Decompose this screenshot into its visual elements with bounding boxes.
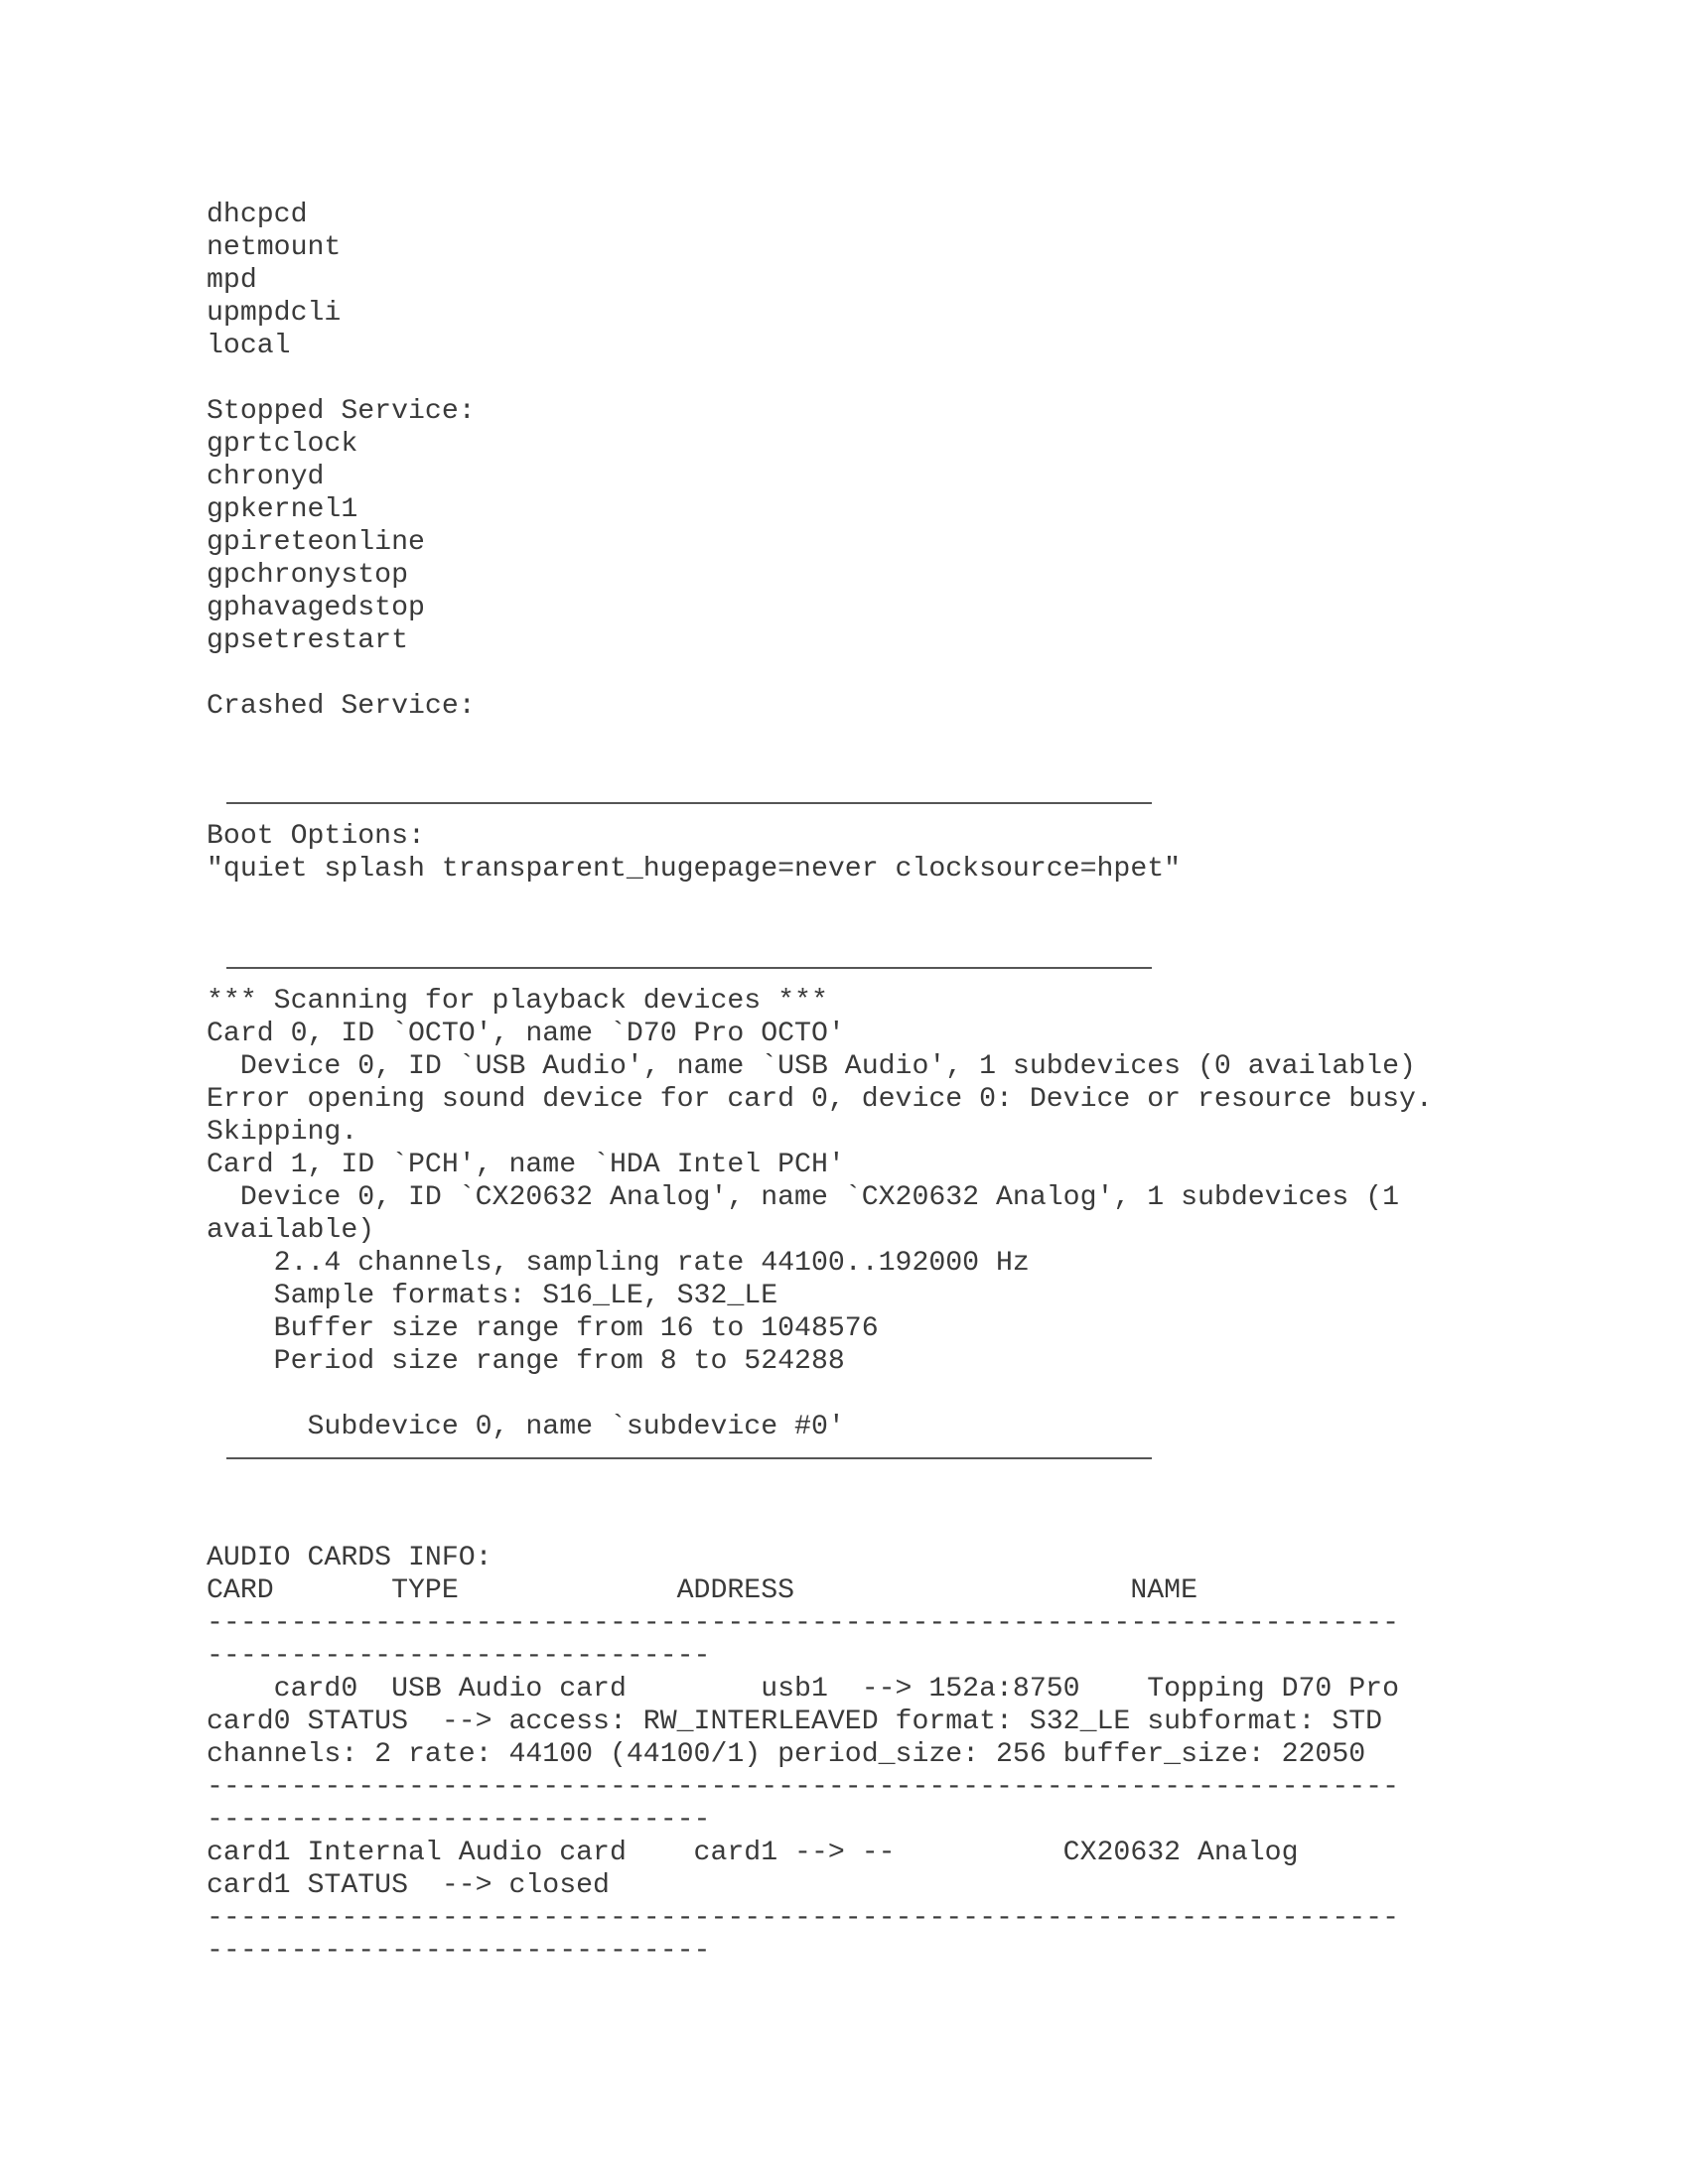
stopped-service-item: gpsetrestart — [207, 625, 408, 656]
stopped-service-item: gpchronystop — [207, 560, 408, 591]
card1-row: card1 Internal Audio card card1 --> -- CX20632 Analog — [207, 1838, 1299, 1868]
card0-row: card0 USB Audio card usb1 --> 152a:8750 Topping D70 Pro — [207, 1674, 1399, 1705]
audio-cards-header-row: CARD TYPE ADDRESS NAME — [207, 1575, 1197, 1606]
playback-scan-line: Skipping. — [207, 1117, 358, 1148]
playback-scan-line: 2..4 channels, sampling rate 44100..192000 Hz — [207, 1248, 1030, 1279]
card0-status-continued: channels: 2 rate: 44100 (44100/1) period_size: 256 buffer_size: 22050 — [207, 1739, 1366, 1770]
stopped-service-item: gpkernel1 — [207, 494, 358, 525]
section-divider — [226, 802, 1152, 804]
playback-scan-line: Buffer size range from 16 to 1048576 — [207, 1313, 879, 1344]
stopped-service-item: chronyd — [207, 462, 325, 492]
dashed-separator: ------------------------------ — [207, 1805, 711, 1836]
playback-scan-line: Error opening sound device for card 0, device 0: Device or resource busy. — [207, 1084, 1433, 1115]
boot-options-heading: Boot Options: — [207, 821, 425, 852]
service-dhcpcd: dhcpcd — [207, 200, 308, 230]
stopped-service-item: gphavagedstop — [207, 593, 425, 623]
dashed-separator: ----------------------------------------------------------------------- — [207, 1772, 1399, 1803]
card1-status: card1 STATUS --> closed — [207, 1870, 610, 1901]
crashed-service-heading: Crashed Service: — [207, 691, 476, 722]
stopped-service-item: gpireteonline — [207, 527, 425, 558]
playback-scan-line: Device 0, ID `USB Audio', name `USB Audio', 1 subdevices (0 available) — [207, 1051, 1416, 1082]
playback-scan-line: available) — [207, 1215, 375, 1246]
section-divider — [226, 1457, 1152, 1459]
dashed-separator: ----------------------------------------------------------------------- — [207, 1608, 1399, 1639]
card0-status: card0 STATUS --> access: RW_INTERLEAVED format: S32_LE subformat: STD — [207, 1706, 1383, 1737]
playback-scan-line: Card 0, ID `OCTO', name `D70 Pro OCTO' — [207, 1019, 845, 1049]
subdevice-line: Subdevice 0, name `subdevice #0' — [207, 1412, 845, 1442]
playback-scan-line: *** Scanning for playback devices *** — [207, 986, 828, 1017]
stopped-service-item: gprtclock — [207, 429, 358, 460]
section-divider — [226, 967, 1152, 969]
dashed-separator: ------------------------------ — [207, 1641, 711, 1672]
service-netmount: netmount — [207, 232, 342, 263]
playback-scan-line: Device 0, ID `CX20632 Analog', name `CX20632 Analog', 1 subdevices (1 — [207, 1182, 1399, 1213]
playback-scan-line: Card 1, ID `PCH', name `HDA Intel PCH' — [207, 1150, 845, 1180]
service-local: local — [207, 331, 291, 361]
audio-cards-heading: AUDIO CARDS INFO: — [207, 1543, 492, 1573]
playback-scan-line: Period size range from 8 to 524288 — [207, 1346, 845, 1377]
boot-options-value: "quiet splash transparent_hugepage=never clocksource=hpet" — [207, 854, 1182, 885]
dashed-separator: ------------------------------ — [207, 1936, 711, 1967]
service-upmpdcli: upmpdcli — [207, 298, 342, 329]
stopped-service-heading: Stopped Service: — [207, 396, 476, 427]
dashed-separator: ----------------------------------------------------------------------- — [207, 1903, 1399, 1934]
service-mpd: mpd — [207, 265, 257, 296]
playback-scan-line: Sample formats: S16_LE, S32_LE — [207, 1281, 778, 1311]
